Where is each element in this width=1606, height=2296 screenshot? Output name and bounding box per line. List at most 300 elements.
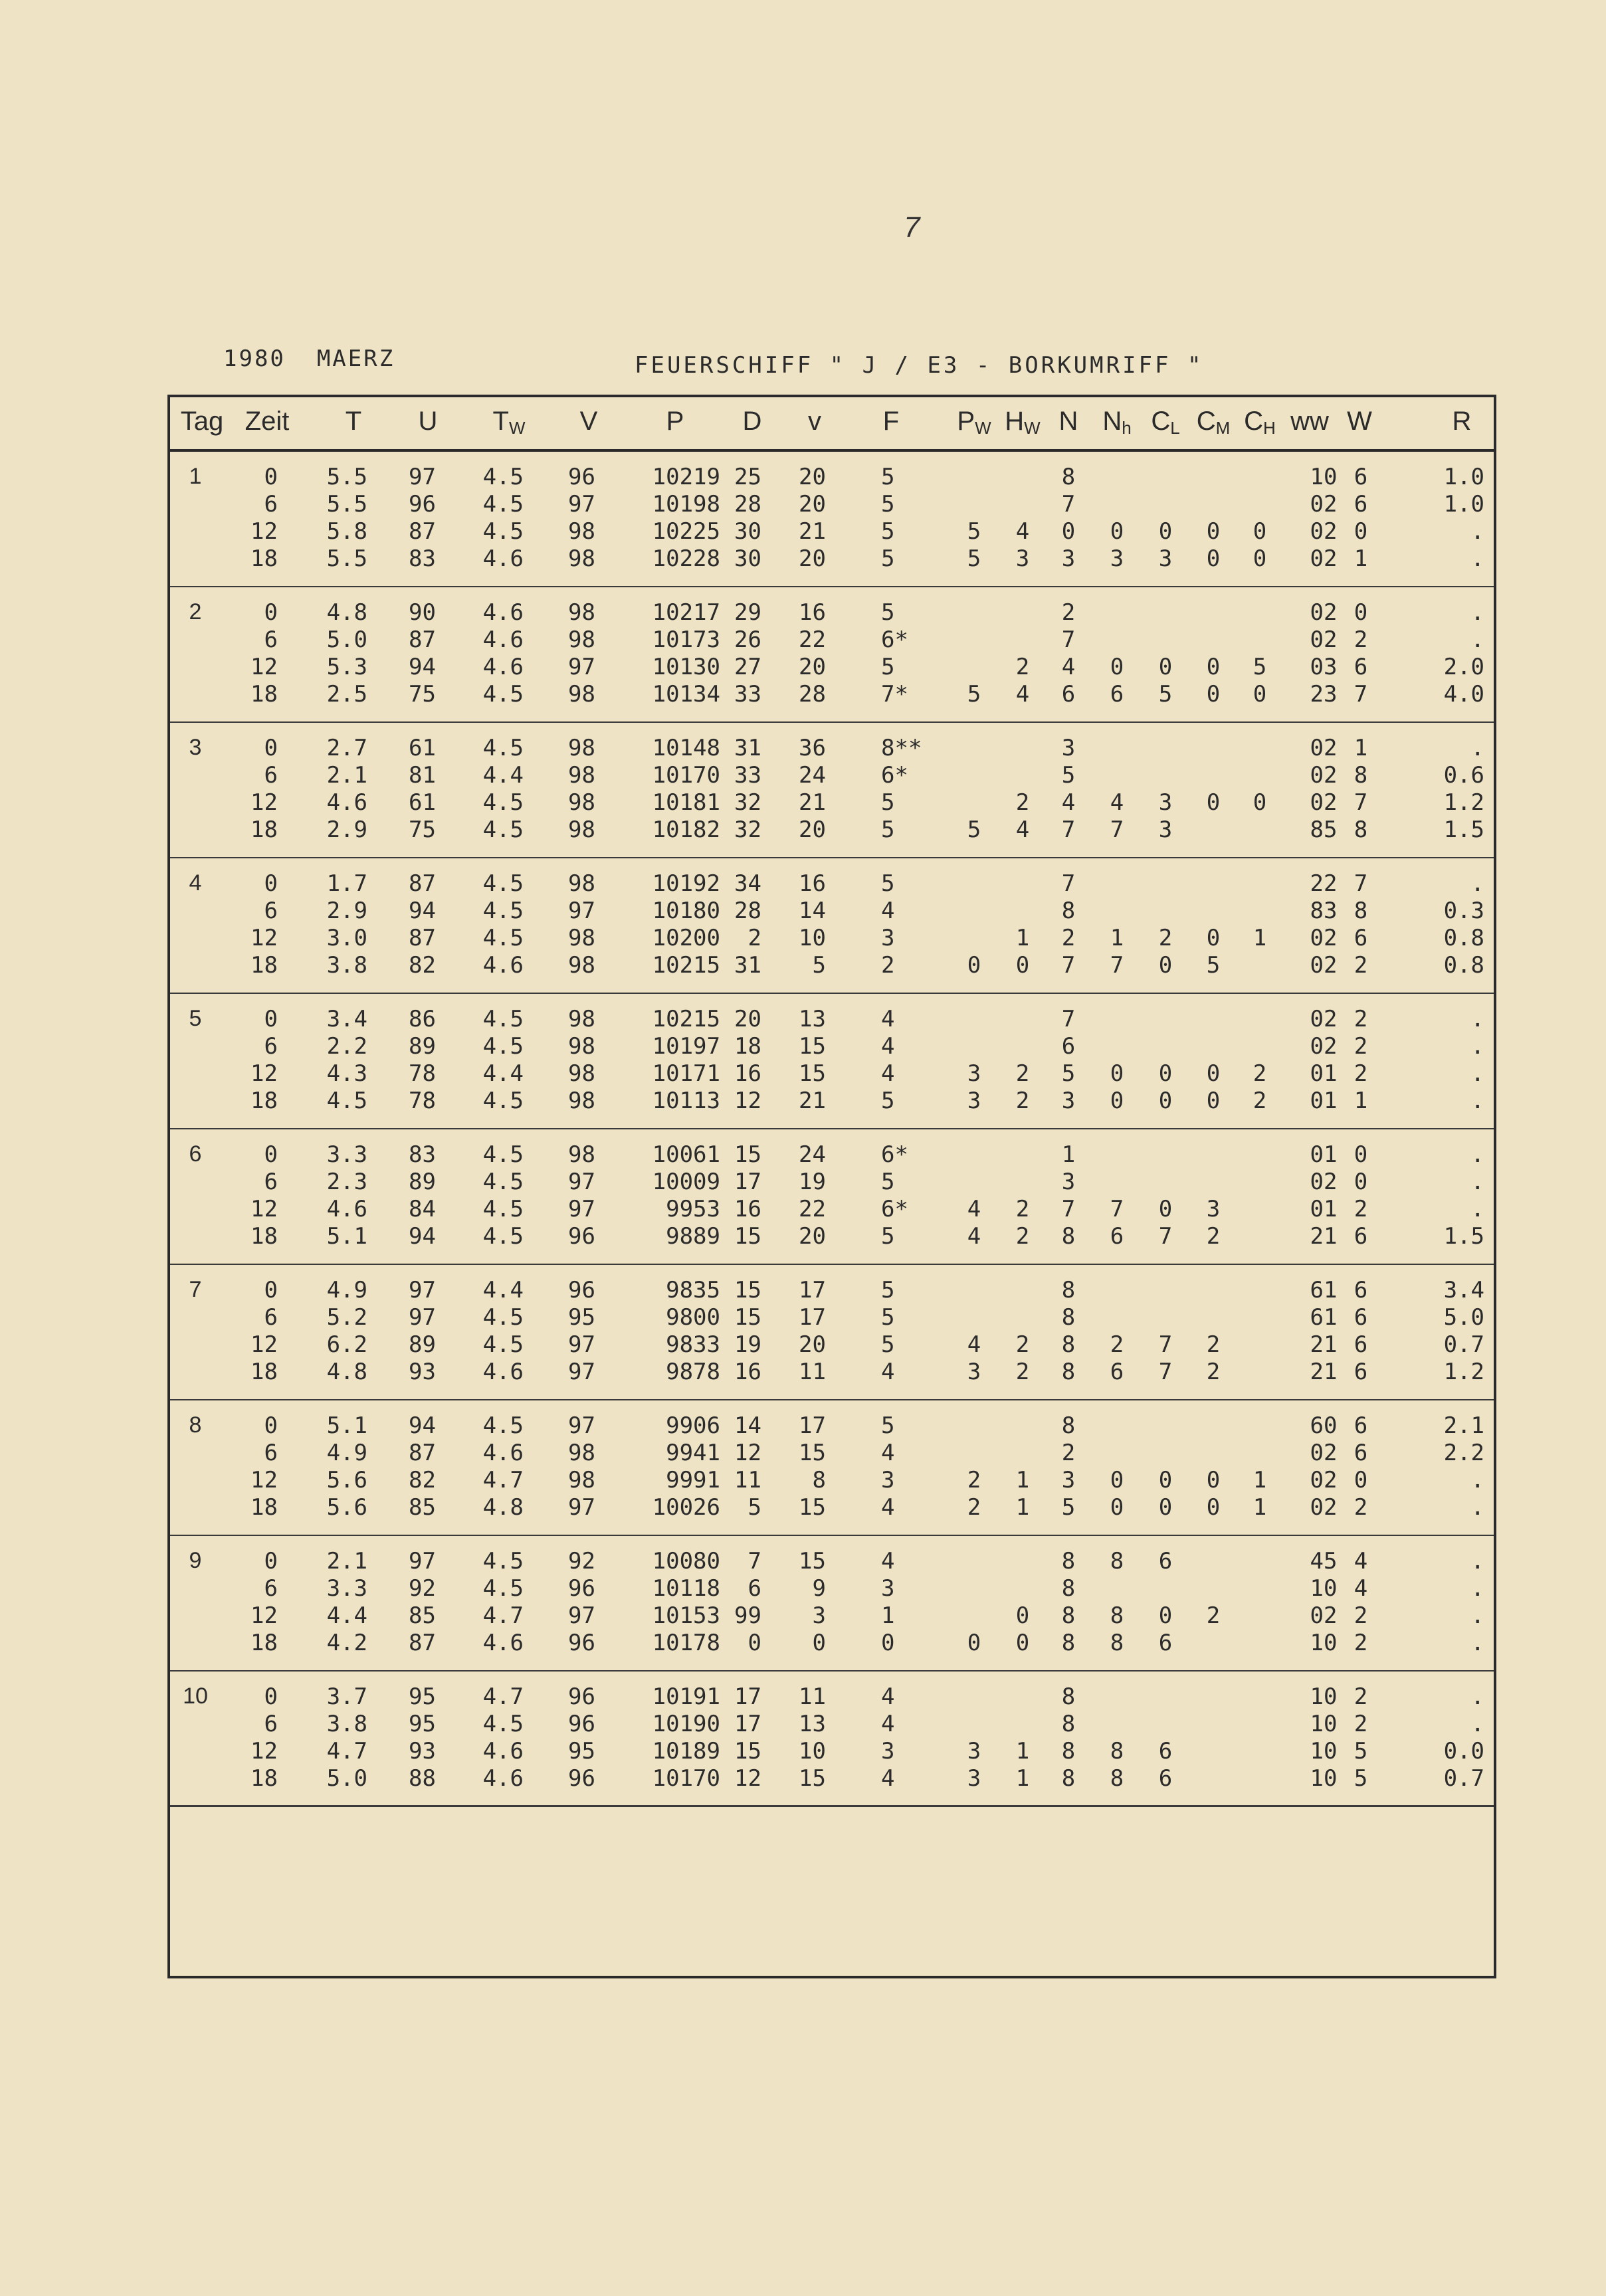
u-cell: 61 <box>409 735 436 761</box>
nh-cell: 7 <box>1110 816 1124 843</box>
v-cell: 97 <box>568 1412 595 1439</box>
u-cell: 87 <box>409 1440 436 1466</box>
nh-cell: 7 <box>1110 1196 1124 1222</box>
ww-cell: 10 <box>1310 464 1338 490</box>
p-cell: 10215 <box>652 952 720 979</box>
table-row <box>170 1277 1494 1304</box>
r-cell: . <box>1470 1033 1484 1060</box>
tw-cell: 4.6 <box>482 1765 524 1792</box>
nh-cell: 8 <box>1110 1602 1124 1629</box>
tw-cell: 4.6 <box>482 1738 524 1765</box>
nh-cell: 0 <box>1110 1060 1124 1087</box>
v-cell: 96 <box>568 464 595 490</box>
ww-cell: 01 <box>1310 1088 1338 1114</box>
w-cell: 5 <box>1354 1765 1368 1792</box>
t-cell: 5.5 <box>326 491 367 518</box>
n-cell: 8 <box>1061 1223 1076 1250</box>
f-cell: 4 <box>881 1440 895 1466</box>
p-cell: 10026 <box>652 1494 720 1521</box>
u-cell: 88 <box>409 1765 436 1792</box>
u-cell: 82 <box>409 952 436 979</box>
n-cell: 7 <box>1061 491 1076 518</box>
ww-cell: 02 <box>1310 762 1338 789</box>
v-speed-cell: 10 <box>799 925 826 951</box>
d-cell: 15 <box>734 1277 761 1303</box>
t-cell: 3.7 <box>326 1683 367 1710</box>
r-cell: . <box>1470 1602 1484 1629</box>
w-cell: 6 <box>1354 1277 1368 1303</box>
u-cell: 87 <box>409 1630 436 1656</box>
v-speed-cell: 24 <box>799 1141 826 1168</box>
v-cell: 98 <box>568 1006 595 1032</box>
d-cell: 32 <box>734 816 761 843</box>
d-cell: 19 <box>734 1331 761 1358</box>
cm-cell: 5 <box>1206 952 1221 979</box>
nh-cell: 6 <box>1110 1223 1124 1250</box>
p-cell: 10178 <box>652 1630 720 1656</box>
v-cell: 95 <box>568 1738 595 1765</box>
p-cell: 10153 <box>652 1602 720 1629</box>
t-cell: 4.6 <box>326 789 367 816</box>
p-cell: 10189 <box>652 1738 720 1765</box>
u-cell: 82 <box>409 1467 436 1493</box>
hw-cell: 0 <box>1015 1602 1030 1629</box>
pw-cell: 2 <box>967 1467 981 1493</box>
pw-cell: 2 <box>967 1494 981 1521</box>
t-cell: 5.2 <box>326 1304 367 1331</box>
f-cell: 4 <box>881 1548 895 1575</box>
table-row <box>170 491 1494 518</box>
cl-cell: 0 <box>1158 1196 1173 1222</box>
w-cell: 2 <box>1354 1494 1368 1521</box>
p-cell: 10215 <box>652 1006 720 1032</box>
d-cell: 16 <box>734 1060 761 1087</box>
d-cell: 15 <box>734 1141 761 1168</box>
ww-cell: 02 <box>1310 1169 1338 1195</box>
v-cell: 98 <box>568 1060 595 1087</box>
day-number: 4 <box>189 870 202 896</box>
cl-cell: 6 <box>1158 1738 1173 1765</box>
day-block <box>170 858 1494 994</box>
d-cell: 2 <box>748 925 761 951</box>
col-header-v-speed: v <box>808 407 821 436</box>
t-cell: 4.8 <box>326 1359 367 1385</box>
t-cell: 4.7 <box>326 1738 367 1765</box>
p-cell: 10181 <box>652 789 720 816</box>
n-cell: 6 <box>1061 681 1076 708</box>
cm-cell: 0 <box>1206 925 1221 951</box>
v-speed-cell: 20 <box>799 1223 826 1250</box>
n-cell: 4 <box>1061 789 1076 816</box>
f-cell: 5 <box>881 654 895 680</box>
v-cell: 98 <box>568 789 595 816</box>
v-speed-cell: 5 <box>812 952 826 979</box>
ch-cell: 0 <box>1253 545 1267 572</box>
d-cell: 27 <box>734 654 761 680</box>
f-cell: 5 <box>881 816 895 843</box>
table-row <box>170 1467 1494 1494</box>
ww-cell: 85 <box>1310 816 1338 843</box>
v-cell: 98 <box>568 1088 595 1114</box>
ww-cell: 83 <box>1310 898 1338 924</box>
p-cell: 10219 <box>652 464 720 490</box>
hw-cell: 3 <box>1015 545 1030 572</box>
ww-cell: 02 <box>1310 925 1338 951</box>
cl-cell: 6 <box>1158 1765 1173 1792</box>
f-cell: 4 <box>881 1359 895 1385</box>
d-cell: 30 <box>734 518 761 545</box>
cl-cell: 5 <box>1158 681 1173 708</box>
hw-cell: 4 <box>1015 681 1030 708</box>
cl-cell: 0 <box>1158 1088 1173 1114</box>
table-row <box>170 1006 1494 1033</box>
zeit-cell: 18 <box>251 545 278 572</box>
hw-cell: 2 <box>1015 654 1030 680</box>
col-header-r: R <box>1452 407 1472 436</box>
tw-cell: 4.5 <box>482 870 524 897</box>
ch-cell: 1 <box>1253 1467 1267 1493</box>
pw-cell: 3 <box>967 1060 981 1087</box>
v-cell: 98 <box>568 735 595 761</box>
day-block <box>170 1536 1494 1672</box>
col-header-tag: Tag <box>180 407 224 436</box>
d-cell: 17 <box>734 1169 761 1195</box>
n-cell: 8 <box>1061 1304 1076 1331</box>
r-cell: . <box>1470 1548 1484 1575</box>
t-cell: 5.1 <box>326 1223 367 1250</box>
r-cell: 2.2 <box>1443 1440 1484 1466</box>
v-speed-cell: 21 <box>799 518 826 545</box>
d-cell: 33 <box>734 762 761 789</box>
d-cell: 5 <box>748 1494 761 1521</box>
col-header-hw: $H_W$ <box>1005 407 1041 438</box>
f-cell: 3 <box>881 1575 895 1602</box>
v-speed-cell: 11 <box>799 1683 826 1710</box>
r-cell: . <box>1470 518 1484 545</box>
ww-cell: 21 <box>1310 1331 1338 1358</box>
w-cell: 2 <box>1354 1033 1368 1060</box>
v-speed-cell: 20 <box>799 654 826 680</box>
table-row <box>170 1359 1494 1386</box>
v-cell: 97 <box>568 1196 595 1222</box>
v-cell: 98 <box>568 1440 595 1466</box>
nh-cell: 7 <box>1110 952 1124 979</box>
table-row <box>170 1169 1494 1196</box>
ww-cell: 61 <box>1310 1304 1338 1331</box>
table-row <box>170 1602 1494 1630</box>
d-cell: 17 <box>734 1711 761 1737</box>
d-cell: 15 <box>734 1223 761 1250</box>
v-speed-cell: 15 <box>799 1548 826 1575</box>
v-cell: 97 <box>568 1494 595 1521</box>
cl-cell: 3 <box>1158 789 1173 816</box>
day-block <box>170 1400 1494 1536</box>
f-cell: 4 <box>881 1765 895 1792</box>
hw-cell: 1 <box>1015 1765 1030 1792</box>
tw-cell: 4.5 <box>482 1548 524 1575</box>
r-cell: . <box>1470 1630 1484 1656</box>
w-cell: 8 <box>1354 762 1368 789</box>
n-cell: 3 <box>1061 1088 1076 1114</box>
n-cell: 7 <box>1061 1196 1076 1222</box>
day-number: 7 <box>189 1277 202 1302</box>
u-cell: 87 <box>409 870 436 897</box>
f-cell: 4 <box>881 1060 895 1087</box>
t-cell: 5.3 <box>326 654 367 680</box>
table-row <box>170 1494 1494 1521</box>
w-cell: 2 <box>1354 1602 1368 1629</box>
d-cell: 12 <box>734 1440 761 1466</box>
col-header-f: F <box>882 407 900 436</box>
ww-cell: 22 <box>1310 870 1338 897</box>
table-row <box>170 1440 1494 1467</box>
zeit-cell: 6 <box>264 1711 278 1737</box>
pw-cell: 3 <box>967 1765 981 1792</box>
f-cell: 5 <box>881 518 895 545</box>
weather-log-table <box>167 395 1496 1978</box>
table-row <box>170 1141 1494 1169</box>
v-cell: 98 <box>568 952 595 979</box>
n-cell: 8 <box>1061 464 1076 490</box>
cl-cell: 6 <box>1158 1630 1173 1656</box>
v-speed-cell: 28 <box>799 681 826 708</box>
ch-cell: 1 <box>1253 925 1267 951</box>
w-cell: 0 <box>1354 599 1368 626</box>
ww-cell: 45 <box>1310 1548 1338 1575</box>
p-cell: 10118 <box>652 1575 720 1602</box>
nh-cell: 3 <box>1110 545 1124 572</box>
t-cell: 2.1 <box>326 762 367 789</box>
cm-cell: 2 <box>1206 1602 1221 1629</box>
tw-cell: 4.5 <box>482 1141 524 1168</box>
cl-cell: 6 <box>1158 1548 1173 1575</box>
ww-cell: 61 <box>1310 1277 1338 1303</box>
v-speed-cell: 17 <box>799 1304 826 1331</box>
u-cell: 90 <box>409 599 436 626</box>
v-cell: 97 <box>568 1602 595 1629</box>
pw-cell: 5 <box>967 518 981 545</box>
p-cell: 10009 <box>652 1169 720 1195</box>
tw-cell: 4.5 <box>482 1033 524 1060</box>
r-cell: . <box>1470 870 1484 897</box>
p-cell: 9953 <box>666 1196 720 1222</box>
tw-cell: 4.6 <box>482 599 524 626</box>
tw-cell: 4.5 <box>482 464 524 490</box>
hw-cell: 0 <box>1015 952 1030 979</box>
col-header-p: P <box>666 407 684 436</box>
col-header-t: T <box>345 407 362 436</box>
table-row <box>170 870 1494 898</box>
day-number: 1 <box>189 464 202 489</box>
day-number: 3 <box>189 735 202 760</box>
t-cell: 4.2 <box>326 1630 367 1656</box>
tw-cell: 4.8 <box>482 1494 524 1521</box>
n-cell: 3 <box>1061 735 1076 761</box>
w-cell: 4 <box>1354 1548 1368 1575</box>
w-cell: 5 <box>1354 1738 1368 1765</box>
t-cell: 5.6 <box>326 1494 367 1521</box>
ww-cell: 02 <box>1310 599 1338 626</box>
w-cell: 2 <box>1354 1006 1368 1032</box>
f-cell: 6* <box>881 1141 908 1168</box>
d-cell: 25 <box>734 464 761 490</box>
w-cell: 1 <box>1354 545 1368 572</box>
hw-cell: 4 <box>1015 518 1030 545</box>
w-cell: 7 <box>1354 681 1368 708</box>
v-speed-cell: 10 <box>799 1738 826 1765</box>
table-row <box>170 1575 1494 1602</box>
zeit-cell: 6 <box>264 491 278 518</box>
t-cell: 5.5 <box>326 545 367 572</box>
v-speed-cell: 8 <box>812 1467 826 1493</box>
day-block <box>170 994 1494 1129</box>
t-cell: 2.1 <box>326 1548 367 1575</box>
day-number: 10 <box>183 1683 208 1709</box>
table-row <box>170 599 1494 626</box>
t-cell: 3.4 <box>326 1006 367 1032</box>
r-cell: . <box>1470 599 1484 626</box>
pw-cell: 4 <box>967 1223 981 1250</box>
zeit-cell: 18 <box>251 1765 278 1792</box>
t-cell: 2.7 <box>326 735 367 761</box>
day-block <box>170 1129 1494 1265</box>
u-cell: 86 <box>409 1006 436 1032</box>
zeit-cell: 12 <box>251 925 278 951</box>
r-cell: 2.0 <box>1443 654 1484 680</box>
table-row <box>170 626 1494 654</box>
u-cell: 89 <box>409 1169 436 1195</box>
cm-cell: 3 <box>1206 1196 1221 1222</box>
p-cell: 10180 <box>652 898 720 924</box>
pw-cell: 5 <box>967 681 981 708</box>
d-cell: 6 <box>748 1575 761 1602</box>
n-cell: 8 <box>1061 1683 1076 1710</box>
n-cell: 2 <box>1061 599 1076 626</box>
d-cell: 29 <box>734 599 761 626</box>
n-cell: 8 <box>1061 1711 1076 1737</box>
v-cell: 98 <box>568 925 595 951</box>
p-cell: 10148 <box>652 735 720 761</box>
col-header-cm: $C_M$ <box>1196 407 1231 438</box>
zeit-cell: 12 <box>251 789 278 816</box>
nh-cell: 0 <box>1110 1088 1124 1114</box>
ch-cell: 5 <box>1253 654 1267 680</box>
n-cell: 7 <box>1061 952 1076 979</box>
table-row <box>170 1738 1494 1765</box>
tw-cell: 4.6 <box>482 952 524 979</box>
v-speed-cell: 15 <box>799 1440 826 1466</box>
n-cell: 5 <box>1061 1060 1076 1087</box>
r-cell: 1.0 <box>1443 491 1484 518</box>
ww-cell: 02 <box>1310 1602 1338 1629</box>
zeit-cell: 18 <box>251 1494 278 1521</box>
ww-cell: 02 <box>1310 1033 1338 1060</box>
t-cell: 4.3 <box>326 1060 367 1087</box>
v-cell: 98 <box>568 816 595 843</box>
p-cell: 10197 <box>652 1033 720 1060</box>
d-cell: 30 <box>734 545 761 572</box>
ch-cell: 2 <box>1253 1088 1267 1114</box>
hw-cell: 2 <box>1015 1060 1030 1087</box>
n-cell: 3 <box>1061 1169 1076 1195</box>
r-cell: . <box>1470 1575 1484 1602</box>
n-cell: 5 <box>1061 762 1076 789</box>
col-header-v: V <box>579 407 598 436</box>
f-cell: 3 <box>881 925 895 951</box>
hw-cell: 4 <box>1015 816 1030 843</box>
u-cell: 75 <box>409 816 436 843</box>
r-cell: 0.8 <box>1443 925 1484 951</box>
hw-cell: 1 <box>1015 1738 1030 1765</box>
hw-cell: 1 <box>1015 1494 1030 1521</box>
tw-cell: 4.5 <box>482 1412 524 1439</box>
ww-cell: 02 <box>1310 1467 1338 1493</box>
w-cell: 2 <box>1354 1711 1368 1737</box>
zeit-cell: 6 <box>264 1575 278 1602</box>
nh-cell: 1 <box>1110 925 1124 951</box>
cm-cell: 0 <box>1206 1494 1221 1521</box>
d-cell: 16 <box>734 1196 761 1222</box>
day-number: 9 <box>189 1548 202 1573</box>
day-number: 2 <box>189 599 202 624</box>
r-cell: . <box>1470 1711 1484 1737</box>
f-cell: 5 <box>881 789 895 816</box>
cm-cell: 0 <box>1206 1088 1221 1114</box>
r-cell: 4.0 <box>1443 681 1484 708</box>
tw-cell: 4.6 <box>482 545 524 572</box>
n-cell: 7 <box>1061 626 1076 653</box>
tw-cell: 4.4 <box>482 1277 524 1303</box>
f-cell: 5 <box>881 491 895 518</box>
d-cell: 28 <box>734 898 761 924</box>
v-cell: 98 <box>568 681 595 708</box>
d-cell: 28 <box>734 491 761 518</box>
d-cell: 26 <box>734 626 761 653</box>
v-cell: 98 <box>568 599 595 626</box>
nh-cell: 0 <box>1110 1494 1124 1521</box>
day-block <box>170 723 1494 858</box>
f-cell: 3 <box>881 1738 895 1765</box>
pw-cell: 4 <box>967 1196 981 1222</box>
w-cell: 0 <box>1354 1141 1368 1168</box>
r-cell: 5.0 <box>1443 1304 1484 1331</box>
t-cell: 5.1 <box>326 1412 367 1439</box>
cm-cell: 2 <box>1206 1331 1221 1358</box>
d-cell: 16 <box>734 1359 761 1385</box>
nh-cell: 4 <box>1110 789 1124 816</box>
n-cell: 8 <box>1061 1412 1076 1439</box>
w-cell: 1 <box>1354 735 1368 761</box>
v-cell: 97 <box>568 1169 595 1195</box>
table-row <box>170 816 1494 844</box>
n-cell: 8 <box>1061 1359 1076 1385</box>
table-row <box>170 789 1494 816</box>
t-cell: 3.0 <box>326 925 367 951</box>
t-cell: 4.8 <box>326 599 367 626</box>
v-speed-cell: 22 <box>799 1196 826 1222</box>
p-cell: 10130 <box>652 654 720 680</box>
w-cell: 6 <box>1354 1440 1368 1466</box>
v-speed-cell: 13 <box>799 1006 826 1032</box>
v-speed-cell: 21 <box>799 789 826 816</box>
p-cell: 10182 <box>652 816 720 843</box>
d-cell: 0 <box>748 1630 761 1656</box>
cm-cell: 0 <box>1206 681 1221 708</box>
w-cell: 2 <box>1354 1630 1368 1656</box>
ww-cell: 21 <box>1310 1359 1338 1385</box>
cl-cell: 2 <box>1158 925 1173 951</box>
r-cell: . <box>1470 1088 1484 1114</box>
